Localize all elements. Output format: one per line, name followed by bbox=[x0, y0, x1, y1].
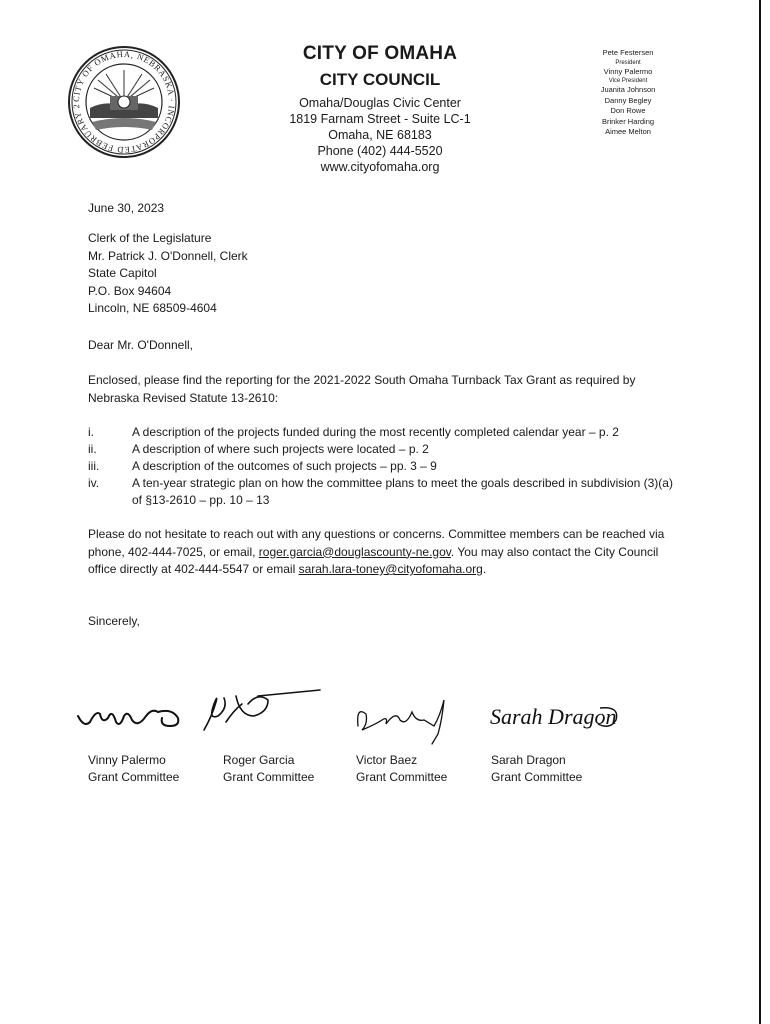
list-item bbox=[88, 458, 678, 475]
signature-palermo bbox=[74, 688, 192, 736]
signer bbox=[491, 752, 621, 786]
list-item bbox=[88, 424, 678, 441]
signer-name: Roger Garcia bbox=[223, 753, 295, 767]
signer-name: Sarah Dragon bbox=[491, 753, 566, 767]
member-name: Don Rowe bbox=[610, 106, 646, 115]
list-text: A description of where such projects were located – p. 2 bbox=[132, 442, 429, 456]
signer-title: Grant Committee bbox=[223, 770, 315, 784]
member-name: Vinny Palermo bbox=[603, 66, 653, 76]
address-line: Omaha, NE 68183 bbox=[328, 128, 432, 142]
signature-dragon bbox=[488, 692, 628, 740]
closing: Sincerely, bbox=[88, 614, 140, 628]
member-role: President bbox=[615, 59, 641, 66]
contact-text: . bbox=[482, 562, 487, 576]
recipient-line: Clerk of the Legislature bbox=[88, 231, 212, 245]
signer bbox=[356, 752, 486, 786]
signer-title: Grant Committee bbox=[356, 770, 448, 784]
intro-paragraph: Enclosed, please find the reporting for the 2021-2022 South Omaha Turnback Tax Grant as required by Nebraska Revised Statute 13-2610: bbox=[88, 373, 636, 405]
signer-title: Grant Committee bbox=[88, 770, 180, 784]
requirements-list bbox=[88, 424, 678, 509]
signature-baez bbox=[352, 690, 456, 746]
council-title: CITY COUNCIL bbox=[319, 70, 441, 89]
svg-text:Sarah Dragon: Sarah Dragon bbox=[490, 704, 617, 729]
signer bbox=[223, 752, 353, 786]
recipient-line: State Capitol bbox=[88, 266, 157, 280]
greeting: Dear Mr. O'Donnell, bbox=[88, 338, 193, 352]
website-link[interactable]: www.cityofomaha.org bbox=[320, 160, 440, 174]
list-text: A description of the projects funded during the most recently completed calendar year – p. 2 bbox=[132, 425, 619, 439]
signature-garcia bbox=[198, 686, 326, 738]
signer bbox=[88, 752, 218, 786]
list-number: i. bbox=[88, 425, 94, 439]
recipient-address bbox=[88, 230, 678, 318]
signer-title: Grant Committee bbox=[491, 770, 583, 784]
member-name: Aimee Melton bbox=[605, 127, 651, 136]
signer-name: Victor Baez bbox=[356, 753, 418, 767]
address-line: 1819 Farnam Street - Suite LC-1 bbox=[289, 112, 471, 126]
member-name: Danny Begley bbox=[604, 95, 652, 105]
email-link-roger[interactable]: roger.garcia@douglascounty-ne.gov bbox=[258, 544, 451, 559]
member-name: Brinker Harding bbox=[601, 116, 655, 126]
list-number: iv. bbox=[88, 476, 100, 490]
list-item bbox=[88, 475, 678, 509]
city-title: CITY OF OMAHA bbox=[302, 43, 458, 64]
recipient-line: Mr. Patrick J. O'Donnell, Clerk bbox=[88, 248, 248, 263]
list-number: iii. bbox=[88, 459, 100, 473]
list-text: A description of the outcomes of such projects – pp. 3 – 9 bbox=[132, 459, 437, 473]
letterhead bbox=[270, 42, 490, 175]
address-line: Omaha/Douglas Civic Center bbox=[299, 96, 461, 110]
svg-text:CITY OF OMAHA, NEBRASKA · INCO: CITY OF OMAHA, NEBRASKA · INCORPORATED FEBRUARY 2 bbox=[70, 48, 178, 156]
recipient-line: Lincoln, NE 68509-4604 bbox=[88, 301, 217, 315]
city-seal bbox=[66, 44, 182, 160]
address-line: Phone (402) 444-5520 bbox=[317, 144, 443, 158]
contact-text: Please do not hesitate to reach out with any questions or concerns. Committee members can be reached via phone, 402-444-7025, or email, bbox=[88, 527, 665, 559]
member-name: Pete Festersen bbox=[602, 48, 654, 57]
letter-date: June 30, 2023 bbox=[88, 201, 165, 215]
list-item bbox=[88, 441, 678, 458]
council-member-list bbox=[578, 48, 678, 138]
contact-text: . You may also contact the City Council office directly at 402-444-5547 or email bbox=[88, 544, 659, 576]
recipient-line: P.O. Box 94604 bbox=[88, 283, 172, 298]
contact-paragraph bbox=[88, 526, 678, 579]
list-text: A ten-year strategic plan on how the committee plans to meet the goals described in subdivision (3)(a) of §13-2610 – pp. 10 – 13 bbox=[132, 476, 673, 507]
address-block bbox=[270, 95, 490, 175]
list-number: ii. bbox=[88, 442, 97, 456]
member-name: Juanita Johnson bbox=[600, 85, 656, 94]
member-role: Vice President bbox=[608, 78, 648, 84]
signer-name: Vinny Palermo bbox=[88, 753, 166, 767]
email-link-sarah[interactable]: sarah.lara-toney@cityofomaha.org bbox=[298, 562, 483, 576]
page-edge-rule bbox=[759, 0, 761, 1024]
